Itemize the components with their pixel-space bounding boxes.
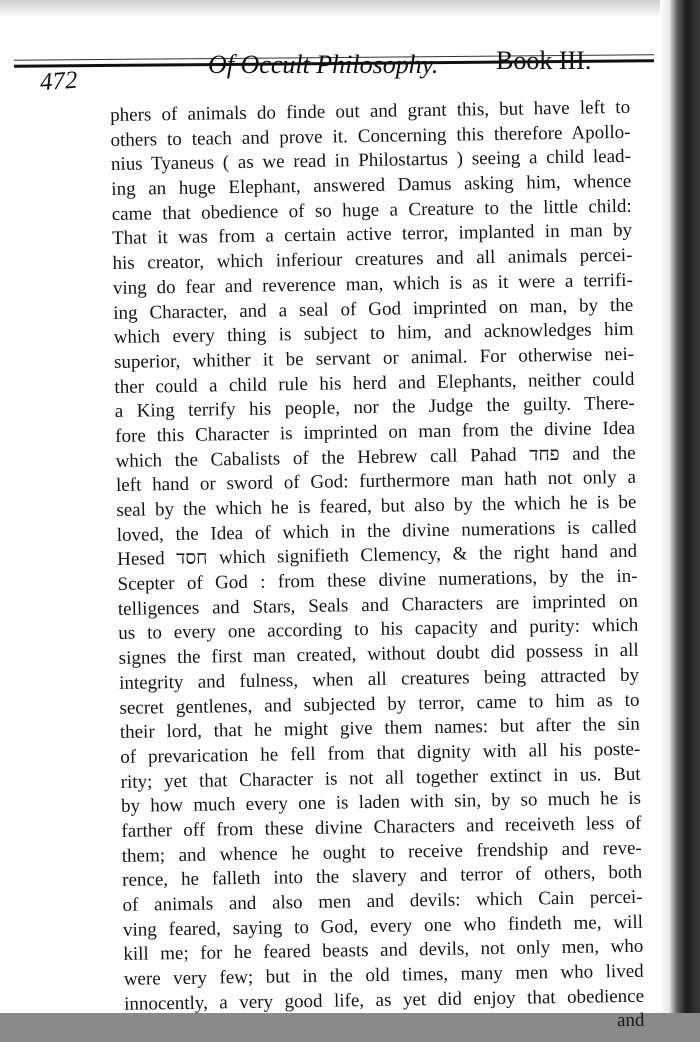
page-number: 472 [39, 66, 79, 97]
text-line: ving do fear and reverence man, which is as it were a terrifi- [112, 269, 633, 299]
text-line: superior, whither it be servant or animal. For otherwise nei- [113, 343, 635, 373]
text-line: of prevarication he fell from that dignity with all his poste- [120, 738, 641, 768]
page-edge-shadow [670, 0, 700, 1013]
text-line: his creator, which inferiour creatures and all animals percei- [112, 244, 633, 275]
text-line: loved, the Idea of which in the divine numerations is called [116, 516, 637, 546]
text-line: left hand or sword of God: furthermore man hath not only a [115, 467, 637, 497]
text-line: which every thing is subject to him, and acknowledges him [113, 318, 634, 349]
top-shadow [0, 0, 670, 18]
text-line: a King terrify his people, nor the Judge the guilty. There- [114, 393, 635, 423]
text-line: came that obedience of so huge a Creature to the little child: [111, 195, 632, 225]
text-line: of animals and also men and devils: which Cain percei- [122, 886, 643, 916]
text-line: telligences and Stars, Seals and Characters are imprinted on [117, 590, 639, 620]
text-line: rence, he falleth into the slavery and terror of others, both [122, 862, 643, 892]
body-text [110, 96, 645, 1042]
page-edge-highlight [660, 0, 670, 1013]
catchword: and [616, 1010, 645, 1032]
text-line: by how much every one is laden with sin, by so much he is [120, 787, 642, 818]
text-line: ing an huge Elephant, answered Damus asking him, whence [111, 170, 632, 201]
book-label: Book III. [496, 46, 592, 75]
text-line: ther could a child rule his herd and Elephants, neither could [114, 368, 635, 398]
running-title: Of Occult Philosophy. [208, 50, 439, 79]
text-line: nius Tyaneus ( as we read in Philostartus ) seeing a child lead- [110, 146, 632, 176]
text-line: them; and whence he ought to receive frendship and reve- [121, 837, 642, 867]
text-line: phers of animals do finde out and grant this, but have left to [110, 96, 631, 126]
text-line: signes the first man created, without doubt did possess in all [118, 639, 639, 670]
text-line: farther off from these divine Characters and receiveth less of [121, 812, 642, 842]
text-line: integrity and fulness, when all creatures being attracted by [118, 664, 640, 694]
text-line: us to every one according to his capacity and purity: which [118, 615, 639, 645]
text-line: innocently, a very good life, as yet did enjoy that obedience [123, 985, 645, 1015]
text-line: their lord, that he might give them names: but after the sin [119, 713, 640, 744]
text-line: fore this Character is imprinted on man from the divine Idea [115, 417, 636, 447]
text-line: secret gentlenes, and subjected by terror, came to him as to [119, 689, 640, 719]
text-line: ving feared, saying to God, every one who findeth me, will [122, 911, 644, 941]
text-line: which the Cabalists of the Hebrew call Pahad פחד and the [115, 442, 636, 472]
text-line: ing Character, and a seal of God imprinted on man, by the [113, 294, 634, 324]
text-line: others to teach and prove it. Concerning this therefore Apollo- [110, 121, 631, 151]
text-line: kill me; for he feared beasts and devils, not only men, who [123, 936, 644, 966]
text-line: Scepter of God : from these divine numerations, by the in- [117, 565, 638, 596]
text-line: were very few; but in the old times, many men who lived [123, 960, 644, 990]
text-line: Hesed חסד which signifieth Clemency, & the right hand and [116, 541, 638, 571]
text-line: That it was from a certain active terror, implanted in man by [111, 220, 633, 250]
text-line: seal by the which he is feared, but also by the which he is be [116, 491, 637, 521]
text-line: rity; yet that Character is not all together extinct in us. But [120, 763, 641, 793]
